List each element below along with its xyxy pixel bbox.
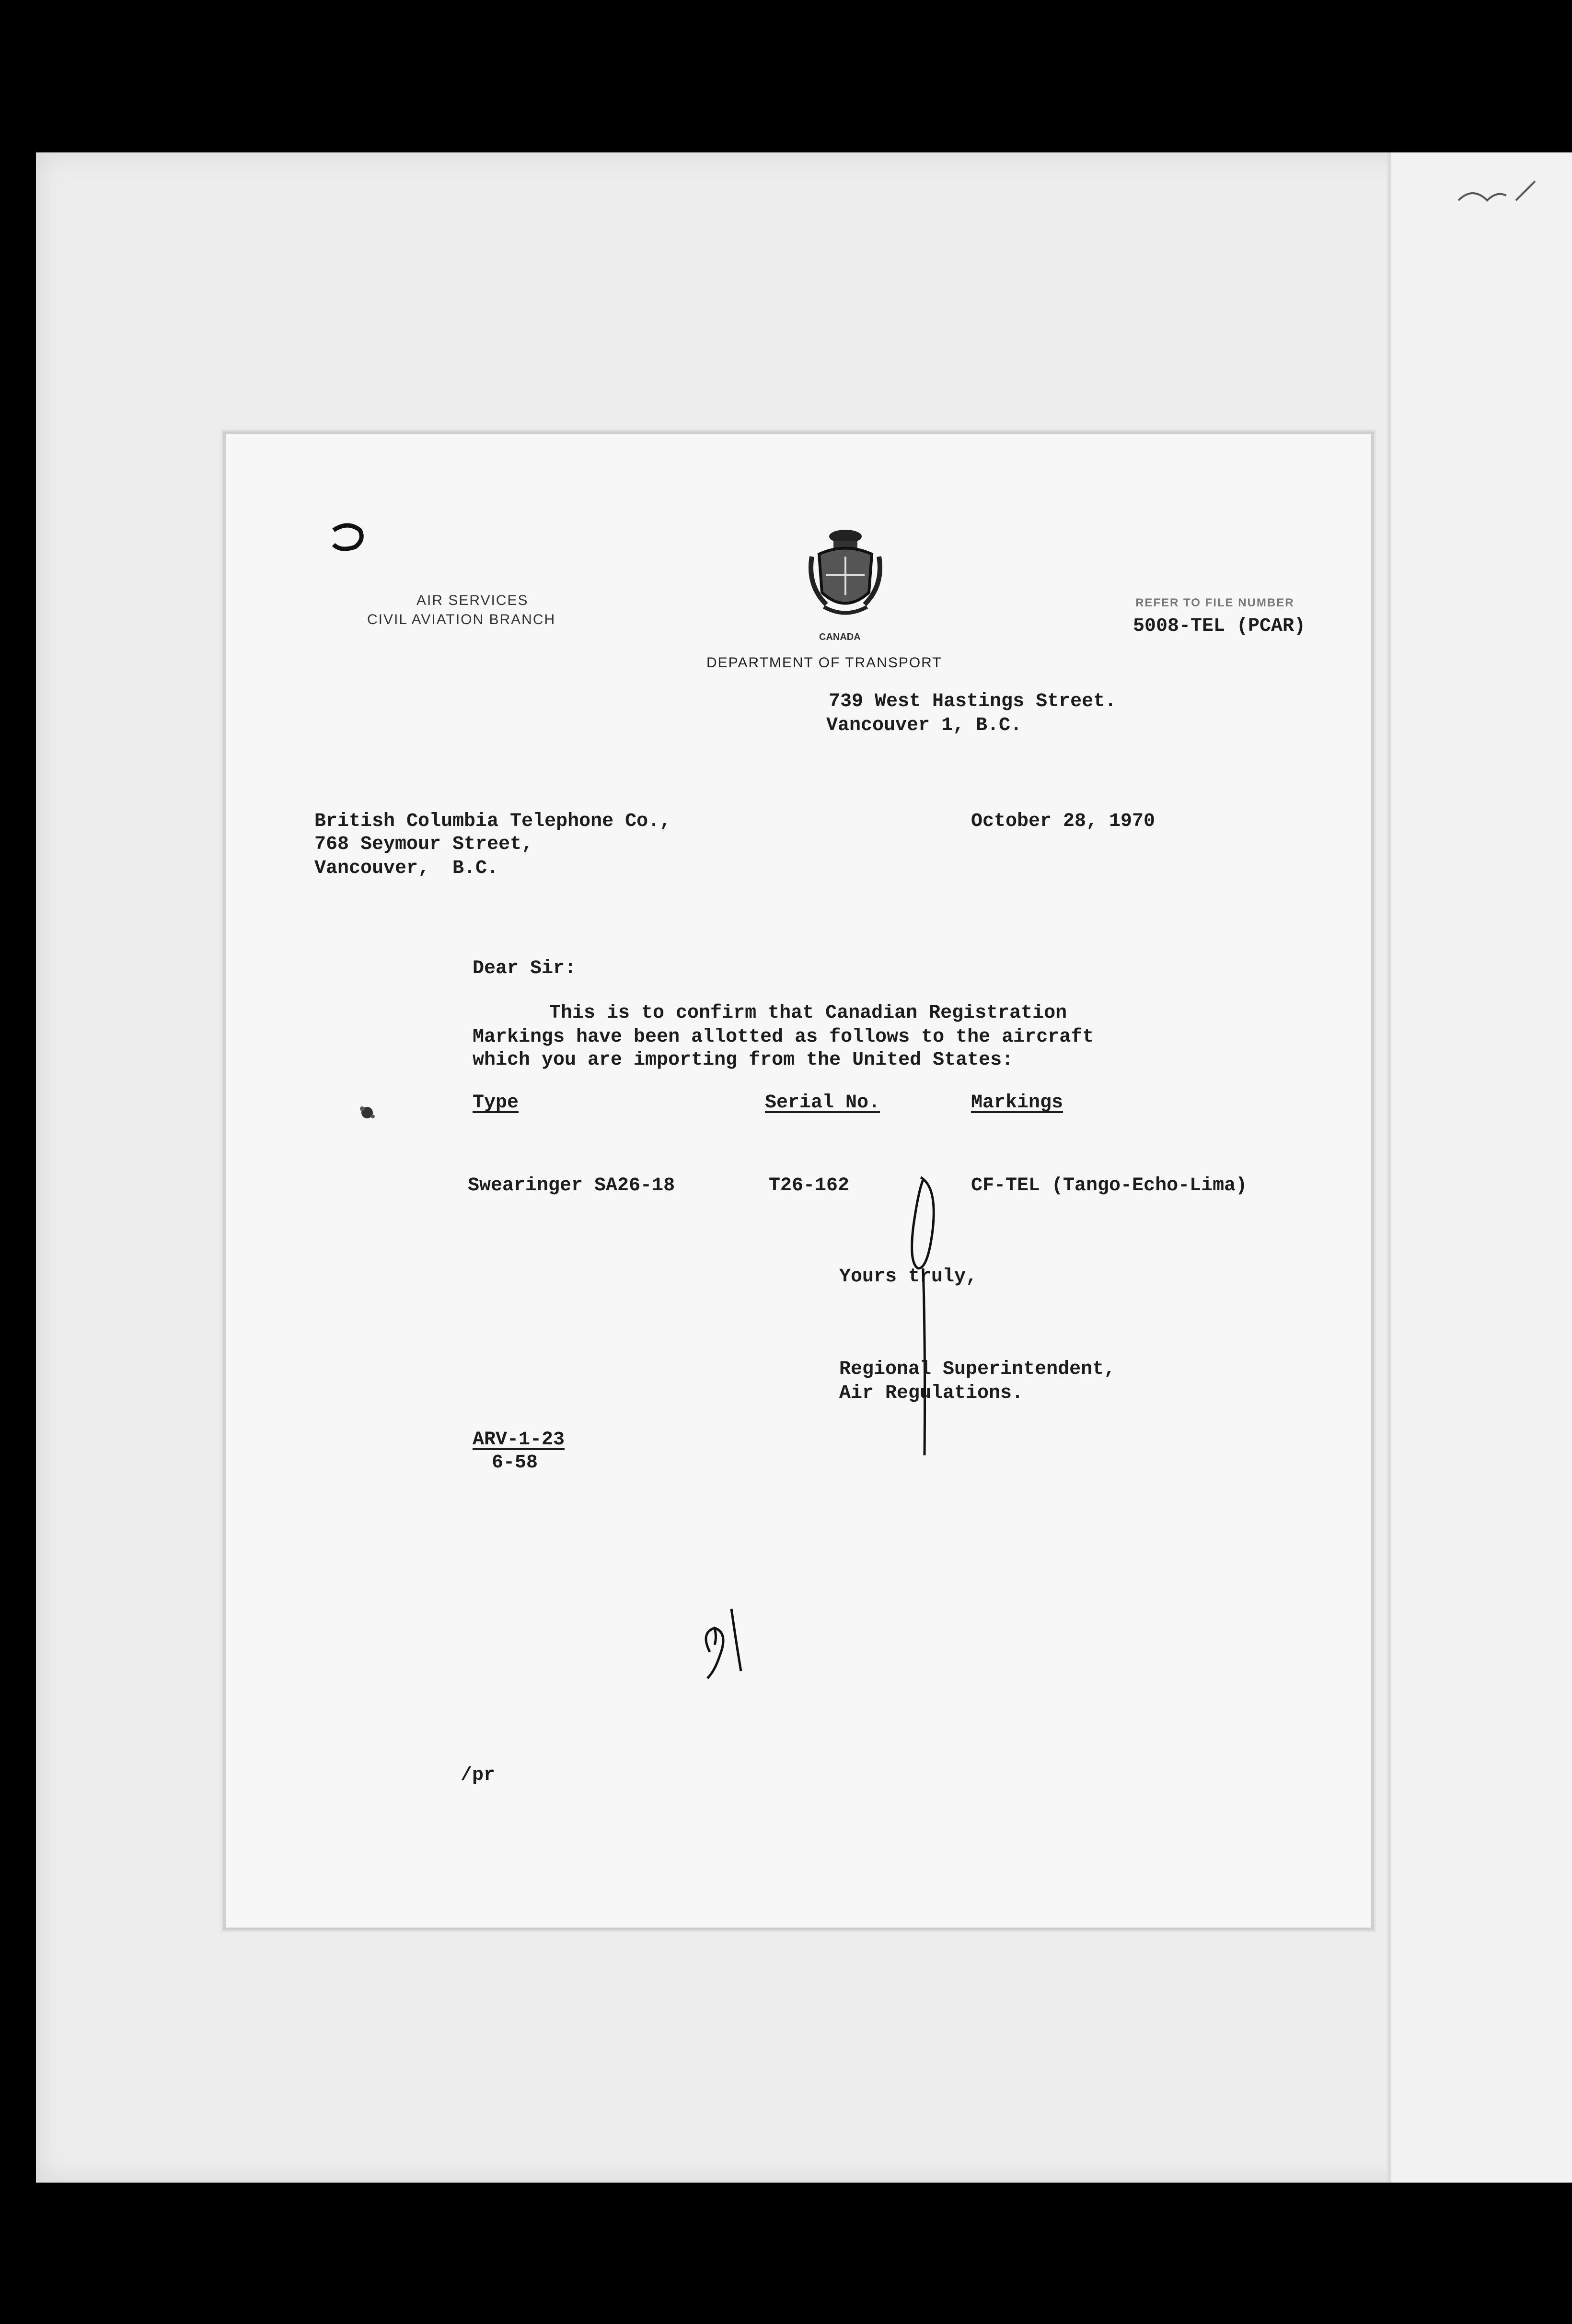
branch-line-2: CIVIL AVIATION BRANCH <box>367 612 556 627</box>
form-code: ARV-1-23 <box>473 1429 565 1451</box>
recipient-line-2: 768 Seymour Street, <box>314 834 533 855</box>
canada-crest-icon <box>805 528 886 624</box>
letter-page <box>223 431 1374 1930</box>
scribble-mark <box>1454 172 1549 215</box>
signature-title-line-1: Regional Superintendent, <box>839 1359 1116 1380</box>
header-serial: Serial No. <box>765 1092 880 1114</box>
sheet-edge-strip <box>1387 152 1572 2183</box>
header-type: Type <box>473 1092 519 1114</box>
aircraft-serial: T26-162 <box>769 1175 850 1197</box>
signature-title-line-2: Air Regulations. <box>839 1383 1024 1404</box>
sender-address-line-1: 739 West Hastings Street. <box>829 691 1117 712</box>
branch-line-1: AIR SERVICES <box>416 593 529 608</box>
sender-address-line-2: Vancouver 1, B.C. <box>826 715 1022 736</box>
department-name: DEPARTMENT OF TRANSPORT <box>706 655 942 671</box>
recipient-line-1: British Columbia Telephone Co., <box>314 811 671 832</box>
aircraft-type: Swearinger SA26-18 <box>468 1175 675 1197</box>
letter-date: October 28, 1970 <box>971 811 1156 832</box>
file-ref-label: REFER TO FILE NUMBER <box>1135 596 1295 609</box>
body-line-3: which you are importing from the United States: <box>473 1049 1014 1071</box>
ink-smudge <box>353 1098 381 1127</box>
handwritten-signature <box>894 1173 952 1460</box>
form-date: 6-58 <box>492 1452 538 1474</box>
typist-initials: /pr <box>461 1765 496 1786</box>
closing: Yours truly, <box>839 1266 978 1288</box>
recipient-line-3: Vancouver, B.C. <box>314 858 499 879</box>
header-markings: Markings <box>971 1092 1063 1114</box>
body-line-1: This is to confirm that Canadian Registration <box>549 1002 1067 1024</box>
body-line-2: Markings have been allotted as follows to the aircraft <box>473 1026 1094 1048</box>
file-number: 5008-TEL (PCAR) <box>1133 616 1306 637</box>
salutation: Dear Sir: <box>473 958 577 979</box>
hole-punch-mark <box>326 523 370 557</box>
crest-label: CANADA <box>819 632 861 642</box>
aircraft-markings: CF-TEL (Tango-Echo-Lima) <box>971 1175 1248 1197</box>
handwritten-initial-mark <box>695 1594 763 1690</box>
